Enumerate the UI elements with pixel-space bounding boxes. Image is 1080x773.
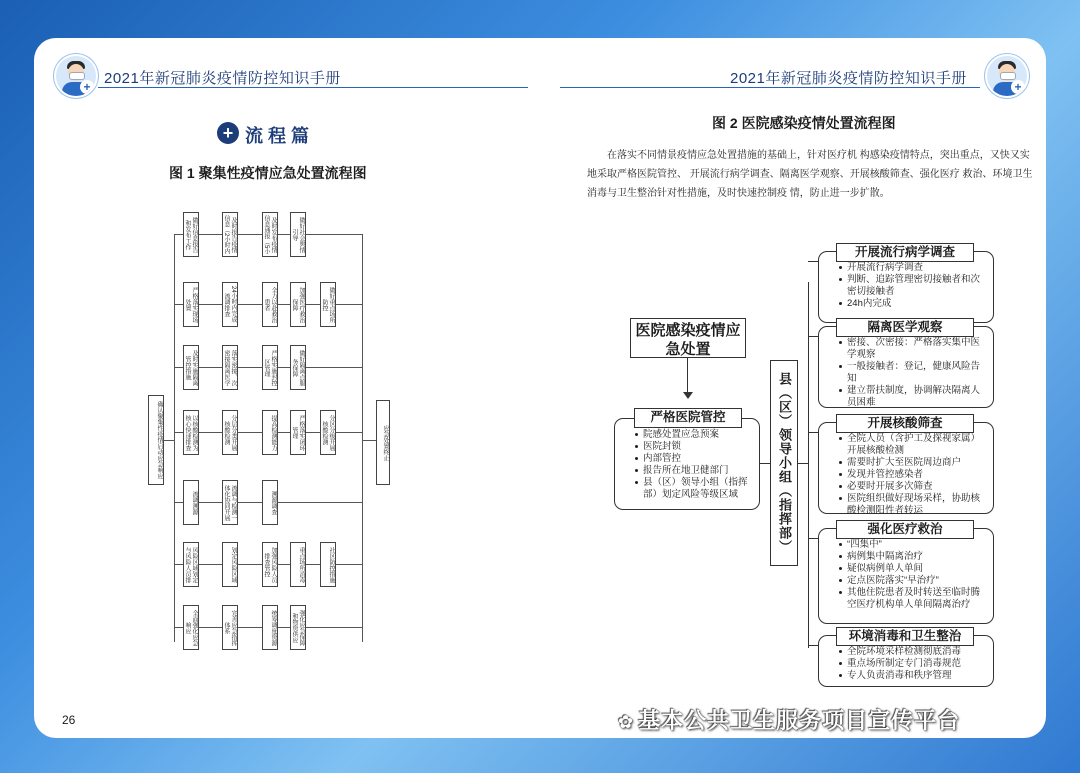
control-title: 严格医院管控	[634, 408, 742, 428]
flow-node: 做好重点场所防控	[320, 282, 336, 327]
card-item: 必要时开展多次筛查	[839, 481, 987, 493]
figure2-title: 图 2 医院感染疫情处置流程图	[712, 115, 896, 131]
flow-node: 全面强化应急响应	[183, 605, 199, 650]
flow-node: 及时实施隔离管控措施	[183, 345, 199, 390]
header-rule-right	[560, 87, 980, 88]
connector	[362, 234, 363, 642]
watermark: ✿ 基本公共卫生服务项目宣传平台	[618, 708, 961, 733]
flow-node: 溯源调查	[262, 480, 278, 525]
flow-node: 24小时内完成流调排查	[222, 282, 238, 327]
flow-node: 做好信息报告和发布工作	[183, 212, 199, 257]
card-item: 发现并管控感染者	[839, 469, 987, 481]
connector	[174, 234, 175, 642]
card-item: 建立帮扶制度，协调解决隔离人员困难	[839, 385, 987, 409]
flow-node: 落实密接、次密接隔离医学	[222, 345, 238, 390]
card-item: 医院组织做好现场采样，协助核酸检测阳性者转运	[839, 493, 987, 517]
card-item: 其他住院患者及时转送至临时腾空医疗机构单人单间隔离治疗	[839, 587, 987, 611]
card-item: 需要时扩大至医院周边商户	[839, 457, 987, 469]
flow-node: 做好社会舆情引导	[290, 212, 306, 257]
arrow-down-icon	[683, 392, 693, 399]
card-title: 开展核酸筛查	[836, 414, 974, 433]
flow-node: 严格实施封控区管理	[262, 345, 278, 390]
flow-node: 完善应急指挥体系	[222, 605, 238, 650]
flow-node: 强化应急保障和物资供应	[290, 605, 306, 650]
card-item: 24h内完成	[839, 298, 987, 310]
card-title: 隔离医学观察	[836, 318, 974, 337]
header-rule-left	[98, 87, 528, 88]
section-title: + 流程篇	[217, 122, 314, 148]
wechat-icon: ✿	[618, 712, 635, 732]
figure2-intro: 在落实不同情景疫情应急处置措施的基础上，针对医疗机 构感染疫情特点，突出重点，又快又实地采取严格医院管控、 开展流行病学调查、隔离医学观察、开展核酸筛查、强化医疗 救治、环境卫生消毒与卫生整治针对性措施，及时快速控制疫 情，防止进一步扩散。	[587, 150, 1033, 199]
control-box	[614, 418, 760, 510]
card-title: 强化医疗救治	[836, 520, 974, 539]
doctor-avatar-icon: +	[985, 54, 1029, 98]
flow-node: 流调与检测一体化协同开展	[222, 480, 238, 525]
card-item: “四集中”	[839, 539, 987, 551]
control-item: 院感处置应急预案	[635, 429, 753, 441]
card-item: 判断、追踪管理密切接触者和次密切接触者	[839, 274, 987, 298]
connector	[808, 645, 818, 646]
flow-node: 全力以赴救治患者	[262, 282, 278, 327]
flow-node: 加强风险人员排查管控	[262, 542, 278, 587]
page-number: 26	[62, 713, 76, 727]
flow-node: 严格落实现场处置	[183, 282, 199, 327]
figure1-title: 图 1 聚集性疫情应急处置流程图	[169, 165, 367, 181]
header-title-right: 2021年新冠肺炎疫情防控知识手册	[730, 70, 967, 87]
flow-node: 加强医疗救治保障	[290, 282, 306, 327]
command-box: 县（区）领导小组（指挥部）	[770, 360, 798, 566]
measure-card	[818, 422, 994, 514]
control-item: 报告所在地卫健部门	[635, 465, 753, 477]
card-item: 一般接触者：登记，健康风险告知	[839, 361, 987, 385]
card-item: 专人负责消毒和秩序管理	[839, 670, 987, 682]
flow-root-right: 应急处置终止	[376, 400, 390, 485]
flow-node: 社区防控措施	[320, 542, 336, 587]
connector	[760, 463, 770, 464]
connector	[808, 336, 818, 337]
flow-node: 风险区域划定与风险人员排	[183, 542, 199, 587]
control-list	[625, 429, 753, 501]
flow-node: 及时报告疫情信息（2小时内	[222, 212, 238, 257]
flow-node: 流调溯源	[183, 480, 199, 525]
flow-node: 统筹调度资源	[262, 605, 278, 650]
flow-root-left: 确认聚集性疫情启动应急响应	[148, 395, 164, 485]
flow-node: 做好隔离点服务保障	[290, 345, 306, 390]
flow-node: 以核酸检测为核心快速排查	[183, 410, 199, 455]
control-item: 医院封锁	[635, 441, 753, 453]
control-item: 内部管控	[635, 453, 753, 465]
flow-node: 重点场所消毒	[290, 542, 306, 587]
connector	[808, 432, 818, 433]
flow-node: 分层分类开展核酸检测	[222, 410, 238, 455]
card-item: 开展流行病学调查	[839, 262, 987, 274]
card-item: 全院环境采样检测彻底消毒	[839, 646, 987, 658]
measure-card	[818, 528, 994, 624]
flow-node: 及时发布疫情信息通报（5小	[262, 212, 278, 257]
card-title: 开展流行病学调查	[836, 243, 974, 262]
flow-node: 提高检测能力	[262, 410, 278, 455]
plus-circle-icon: +	[217, 122, 239, 144]
connector	[164, 440, 174, 441]
card-item: 全院人员（含护工及探视家属）开展核酸检测	[839, 433, 987, 457]
card-item: 密接、次密接：严格落实集中医学观察	[839, 337, 987, 361]
connector	[362, 440, 376, 441]
doctor-avatar-icon: +	[54, 54, 98, 98]
card-item: 疑似病例单人单间	[839, 563, 987, 575]
card-item: 定点医院落实“早治疗”	[839, 575, 987, 587]
card-item: 重点场所制定专门消毒规范	[839, 658, 987, 670]
flow-root-box: 医院感染疫情应急处置	[630, 318, 746, 358]
header-title-left: 2021年新冠肺炎疫情防控知识手册	[104, 70, 341, 87]
measure-card	[818, 326, 994, 408]
card-title: 环境消毒和卫生整治	[836, 627, 974, 646]
flow-node: 划定风险区域	[222, 542, 238, 587]
connector	[808, 538, 818, 539]
flow-node: 严格落实闭环管理	[290, 410, 306, 455]
control-item: 县（区）领导小组（指挥部）划定风险等级区域	[635, 477, 753, 501]
connector	[798, 463, 808, 464]
flow-node: 分区分级开展核酸检测	[320, 410, 336, 455]
connector	[687, 358, 688, 396]
connector	[808, 261, 818, 262]
card-item: 病例集中隔离治疗	[839, 551, 987, 563]
